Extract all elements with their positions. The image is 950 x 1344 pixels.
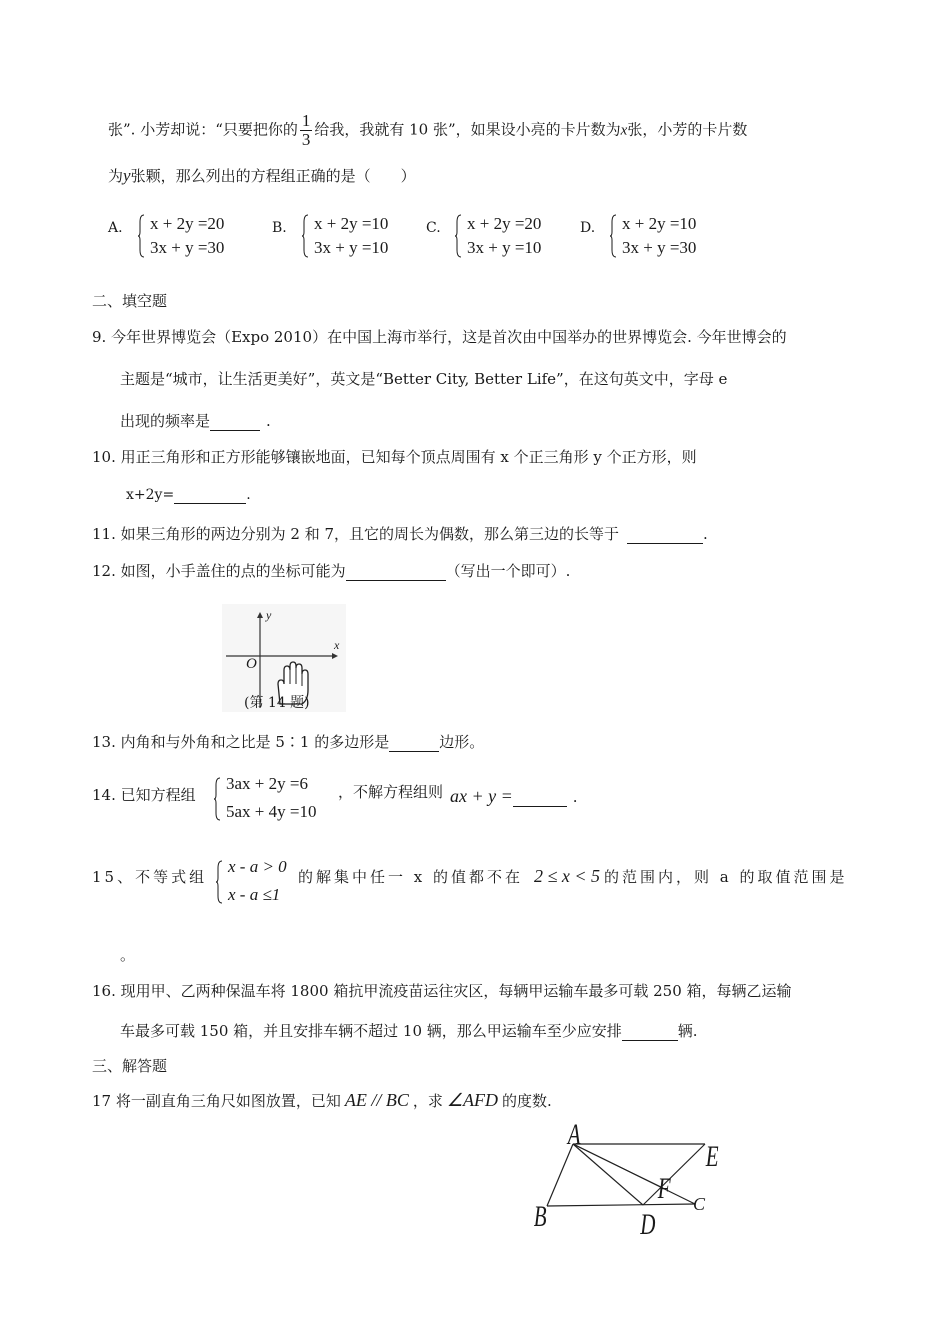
q9-line3: 出现的频率是 . — [120, 412, 271, 430]
brace-icon — [214, 774, 221, 824]
q15-range: 2 ≤ x < 5 — [534, 866, 601, 886]
q8-text-a: 张”. 小芳却说：“只要把你的 — [108, 120, 298, 139]
q10-line1: 10. 用正三角形和正方形能够镶嵌地面，已知每个顶点周围有 x 个正三角形 y 个正方形，则 — [92, 448, 697, 466]
q9-line1: 9. 今年世界博览会（Expo 2010）在中国上海市举行，这是首次由中国举办的世界博览会. 今年世博会的 — [92, 328, 787, 346]
var-y: y — [123, 166, 131, 185]
q11: 11. 如果三角形的两边分别为 2 和 7，且它的周长为偶数，那么第三边的长等于 . — [92, 525, 708, 543]
q14-prefix: 14. 已知方程组 — [92, 786, 196, 804]
option-b-label: B. — [272, 220, 287, 236]
option-a-label: A. — [108, 220, 123, 236]
q12-coordinate-figure — [222, 604, 346, 712]
y-axis-label: y — [266, 608, 272, 622]
brace-icon — [610, 214, 617, 258]
q8-line2: 为y张颗，那么列出的方程组正确的是（ ） — [108, 166, 416, 185]
label-d: D — [640, 1208, 656, 1241]
section-heading-fill-in: 二、填空题 — [92, 292, 168, 310]
label-e: E — [705, 1140, 719, 1173]
triangle-ruler-diagram — [525, 1130, 725, 1250]
brace-icon — [302, 214, 309, 258]
q15-mid: 的解集中任一 x 的值都不在 — [298, 868, 523, 886]
label-b: B — [533, 1200, 547, 1233]
origin-label: O — [246, 656, 257, 672]
label-f: F — [657, 1172, 671, 1205]
q8-text-c: 张，小芳的卡片数 — [627, 120, 748, 139]
brace-icon — [455, 214, 462, 258]
q12: 12. 如图，小手盖住的点的坐标可能为 （写出一个即可）. — [92, 562, 571, 580]
q17-triangle-figure — [525, 1118, 725, 1250]
q16-line1: 16. 现用甲、乙两种保温车将 1800 箱抗甲流疫苗运往灾区，每辆甲运输车最多可载 250 箱，每辆乙运输 — [92, 982, 792, 1000]
answer-blank[interactable] — [389, 733, 439, 752]
q8-text-b: 给我，我就有 10 张”，如果设小亮的卡片数为 — [314, 120, 621, 139]
option-c-label: C. — [426, 220, 441, 236]
answer-blank[interactable] — [513, 788, 567, 807]
var-x: x — [620, 122, 628, 139]
q14-tail: ，不解方程组则 — [338, 783, 444, 801]
q14-expression: ax + y = . — [450, 786, 578, 806]
answer-blank[interactable] — [346, 562, 446, 581]
q15-prefix: 15、不等式组 — [92, 868, 208, 886]
q15-line2: 。 — [120, 946, 136, 964]
option-d-label: D. — [580, 220, 596, 236]
figure-caption: (第 14 题) — [244, 695, 310, 711]
q16-line2: 车最多可载 150 箱，并且安排车辆不超过 10 辆，那么甲运输车至少应安排 辆. — [120, 1022, 698, 1040]
label-a: A — [567, 1118, 581, 1151]
answer-blank[interactable] — [174, 487, 246, 504]
brace-icon — [216, 857, 223, 907]
q8-line1 — [108, 112, 747, 149]
section-heading-answer: 三、解答题 — [92, 1057, 168, 1075]
q10-line2: x+2y= . — [126, 487, 251, 503]
q17: 17 将一副直角三角尺如图放置，已知 AE // BC ，求 ∠AFD 的度数. — [92, 1090, 552, 1110]
label-c: C — [693, 1194, 706, 1214]
x-axis-label: x — [334, 638, 340, 652]
q13: 13. 内角和与外角和之比是 5∶1 的多边形是 边形。 — [92, 733, 485, 751]
answer-blank[interactable] — [210, 412, 260, 431]
q15-end: 的范围内，则 a 的取值范围是 — [604, 868, 848, 886]
answer-blank[interactable] — [627, 525, 703, 544]
q9-line2: 主题是“城市，让生活更美好”，英文是“Better City, Better Life”，在这句英文中，字母 e — [120, 370, 728, 388]
fraction-one-third: $\frac{1}{3}$ — [301, 111, 311, 149]
brace-icon — [138, 214, 145, 258]
answer-blank[interactable] — [622, 1022, 678, 1041]
